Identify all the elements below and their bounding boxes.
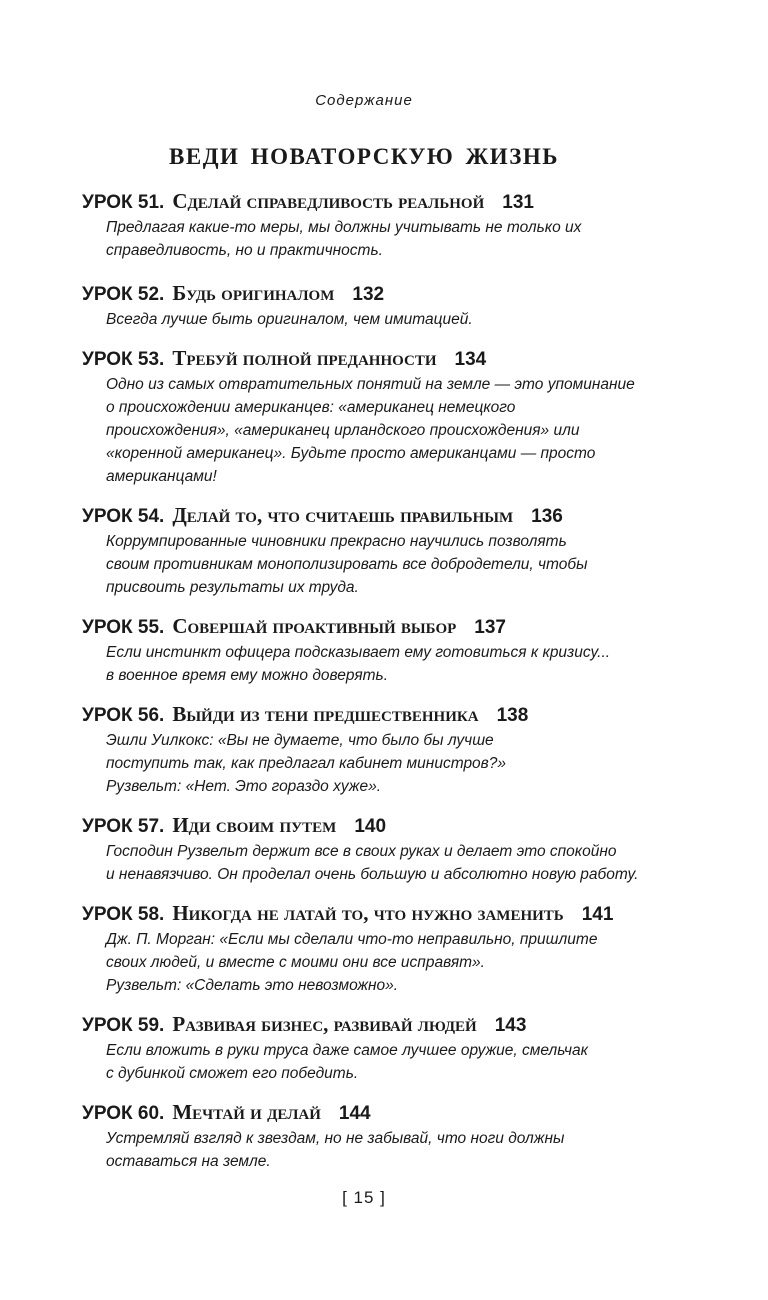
lesson-title: Иди своим путем [172,813,337,837]
toc-entry-heading [82,502,682,530]
description-line: с дубинкой сможет его победить. [106,1065,359,1082]
lesson-title: Развивая бизнес, развивай людей [172,1012,477,1036]
lesson-list [82,188,682,1173]
description-line: справедливость, но и практичность. [106,242,383,259]
lesson-number: УРОК 51. [82,192,165,213]
toc-entry-heading [82,701,682,729]
lesson-title: Будь оригиналом [172,281,335,305]
description-line: и ненавязчиво. Он проделал очень большую и абсолютно новую работу. [106,866,639,883]
description-line: Одно из самых отвратительных понятий на земле — это упоминание [106,376,635,393]
description-line: Коррумпированные чиновники прекрасно научились позволять [106,533,567,550]
toc-entry [82,280,682,331]
lesson-number: УРОК 53. [82,349,165,370]
lesson-description [106,1127,666,1173]
lesson-description [106,928,666,997]
toc-entry [82,1011,682,1085]
description-line: о происхождении американцев: «американец немецкого [106,399,516,416]
description-line: Господин Рузвельт держит все в своих руках и делает это спокойно [106,843,617,860]
toc-entry-heading [82,812,682,840]
lesson-page-number: 143 [494,1015,527,1036]
toc-entry-heading [82,188,682,216]
toc-entry-heading [82,1099,682,1127]
description-line: поступить так, как предлагал кабинет министров?» [106,755,507,772]
running-head: Содержание [315,92,413,109]
lesson-page-number: 137 [474,617,506,638]
description-line: присвоить результаты их труда. [106,579,359,596]
lesson-title: Требуй полной преданности [172,346,437,370]
toc-entry [82,900,682,997]
lesson-description [106,373,666,488]
lesson-number: УРОК 59. [82,1015,165,1036]
toc-entry [82,1099,682,1173]
description-line: в военное время ему можно доверять. [106,667,388,684]
page-number: [ 15 ] [342,1188,386,1207]
lesson-title: Мечтай и делай [172,1100,321,1124]
lesson-page-number: 141 [581,904,614,925]
lesson-page-number: 140 [354,816,387,837]
description-line: Если инстинкт офицера подсказывает ему готовиться к кризису... [106,644,611,661]
description-line: оставаться на земле. [106,1153,271,1170]
lesson-number: УРОК 52. [82,284,165,305]
description-line: происхождения», «американец ирландского происхождения» или [106,422,580,439]
description-line: Устремляй взгляд к звездам, но не забывай, что ноги должны [106,1130,565,1147]
lesson-description [106,308,666,331]
lesson-description [106,840,666,886]
lesson-description [106,530,666,599]
lesson-description [106,1039,666,1085]
lesson-page-number: 136 [531,506,563,527]
toc-entry-heading [82,345,682,373]
description-line: Рузвельт: «Нет. Это гораздо хуже». [106,778,381,795]
lesson-title: Совершай проактивный выбор [172,614,457,638]
lesson-number: УРОК 55. [82,617,165,638]
toc-entry-heading [82,280,682,308]
lesson-page-number: 131 [502,192,534,213]
lesson-page-number: 144 [338,1103,371,1124]
toc-entry [82,345,682,488]
description-line: американцами! [106,468,217,485]
toc-entry [82,812,682,886]
lesson-page-number: 134 [454,349,487,370]
description-line: Рузвельт: «Сделать это невозможно». [106,977,399,994]
toc-entry [82,701,682,798]
lesson-description [106,216,666,262]
lesson-title: Никогда не латай то, что нужно заменить [172,901,564,925]
lesson-title: Сделай справедливость реальной [172,189,485,213]
description-line: Дж. П. Морган: «Если мы сделали что-то неправильно, пришлите [106,931,598,948]
description-line: Всегда лучше быть оригиналом, чем имитацией. [106,311,473,328]
section-title: ВЕДИ НОВАТОРСКУЮ ЖИЗНЬ [169,144,559,169]
lesson-number: УРОК 58. [82,904,165,925]
toc-entry [82,188,682,262]
description-line: своим противникам монополизировать все добродетели, чтобы [106,556,588,573]
toc-entry-heading [82,1011,682,1039]
toc-entry-heading [82,613,682,641]
lesson-number: УРОК 60. [82,1103,165,1124]
description-line: своих людей, и вместе с моими они все исправят». [106,954,485,971]
toc-entry-heading [82,900,682,928]
lesson-page-number: 138 [496,705,529,726]
toc-entry [82,613,682,687]
lesson-title: Делай то, что считаешь правильным [172,503,514,527]
lesson-number: УРОК 56. [82,705,165,726]
toc-entry [82,502,682,599]
lesson-description [106,641,666,687]
lesson-page-number: 132 [352,284,385,305]
description-line: Если вложить в руки труса даже самое лучшее оружие, смельчак [106,1042,588,1059]
description-line: Предлагая какие-то меры, мы должны учитывать не только их [106,219,582,236]
lesson-number: УРОК 57. [82,816,165,837]
lesson-description [106,729,666,798]
description-line: Эшли Уилкокс: «Вы не думаете, что было бы лучше [106,732,494,749]
lesson-number: УРОК 54. [82,506,165,527]
lesson-title: Выйди из тени предшественника [172,702,479,726]
description-line: «коренной американец». Будьте просто американцами — просто [106,445,596,462]
